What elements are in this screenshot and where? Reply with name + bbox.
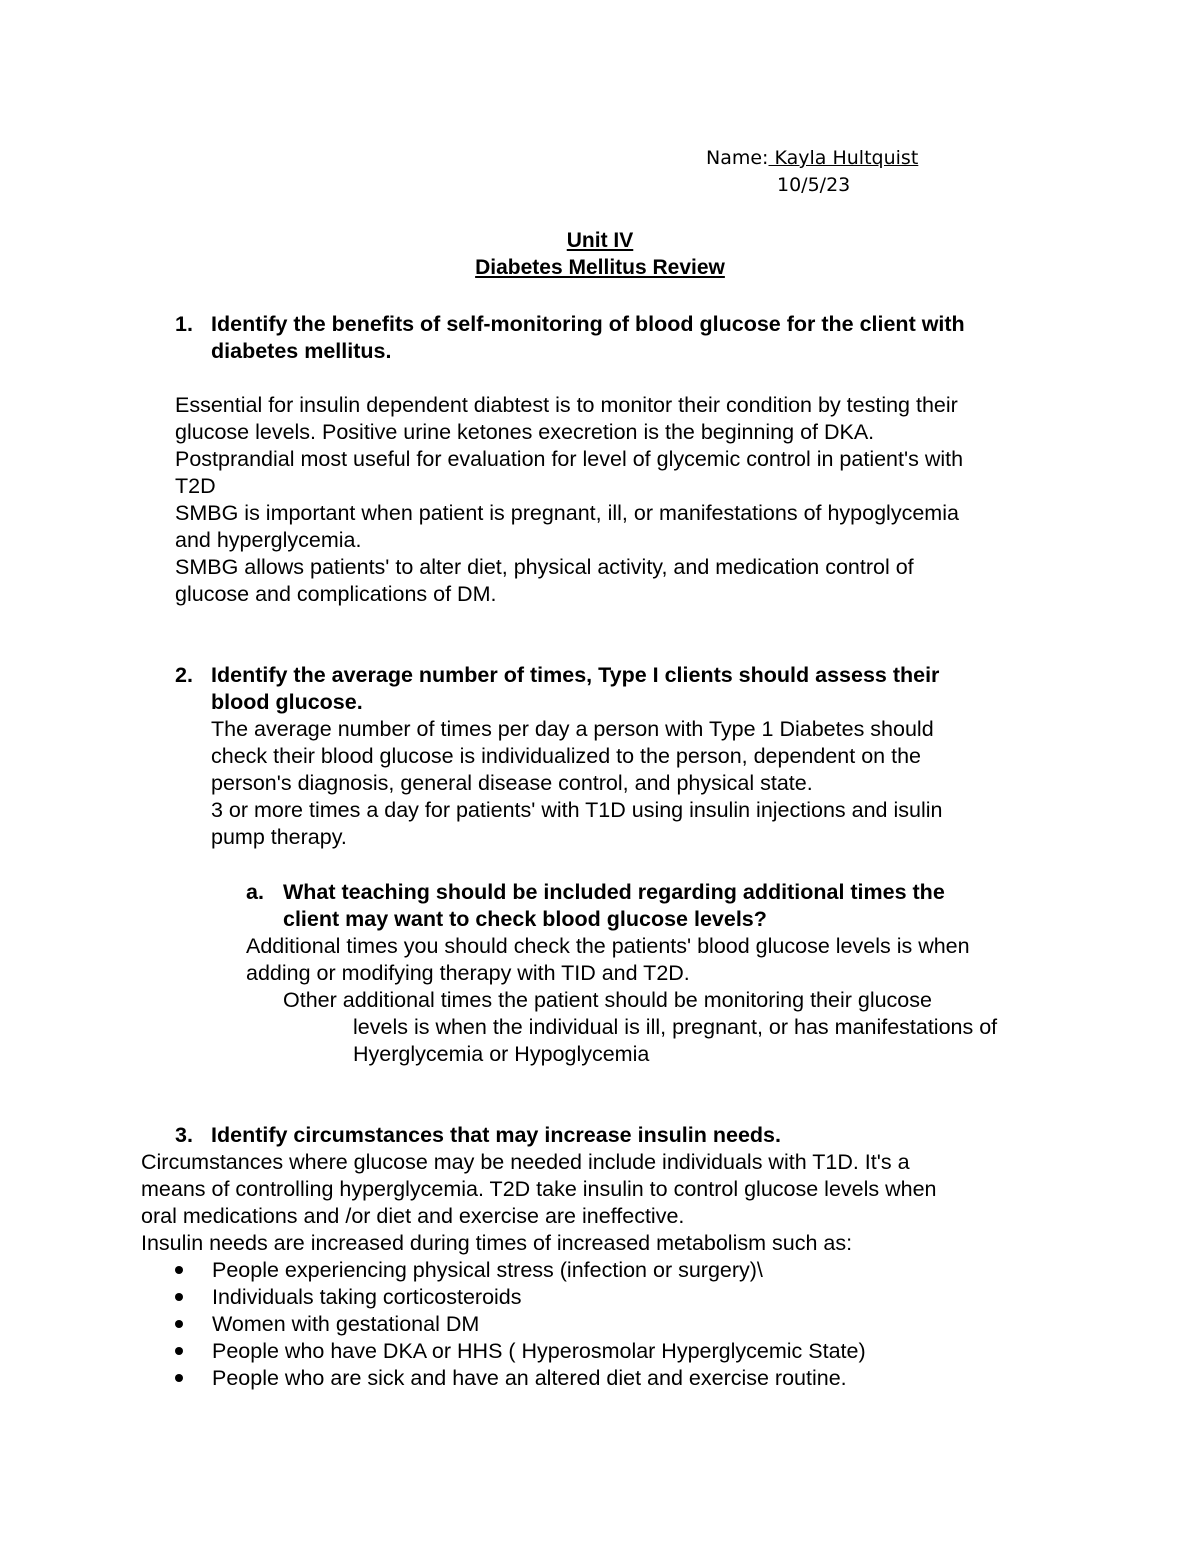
answer-line: check their blood glucose is individualized to the person, dependent on the [211,744,921,768]
list-item-text: Women with gestational DM [212,1312,480,1336]
unit-title: Unit IV [566,229,634,252]
answer-line: Other additional times the patient should be monitoring their glucose [283,988,932,1012]
answer-line: The average number of times per day a person with Type 1 Diabetes should [211,717,934,741]
sub-question-letter: a. [246,880,264,904]
answer-line: means of controlling hyperglycemia. T2D take insulin to control glucose levels when [141,1177,937,1201]
question-number: 3. [175,1123,193,1147]
answer-line: glucose and complications of DM. [175,582,497,606]
question-text: blood glucose. [211,690,363,714]
review-title: Diabetes Mellitus Review [475,256,725,279]
question-text: Identify circumstances that may increase insulin needs. [211,1123,781,1147]
answer-line: Circumstances where glucose may be needed include individuals with T1D. It's a [141,1150,910,1174]
sub-question-text: What teaching should be included regarding additional times the [283,880,945,904]
answer-line: SMBG allows patients' to alter diet, physical activity, and medication control of [175,555,914,579]
bullet-icon [175,1266,183,1274]
answer-line: person's diagnosis, general disease control, and physical state. [211,771,813,795]
list-item-text: People who are sick and have an altered diet and exercise routine. [212,1366,847,1390]
answer-line: levels is when the individual is ill, pregnant, or has manifestations of [353,1015,998,1039]
answer-line: Additional times you should check the patients' blood glucose levels is when [246,934,970,958]
answer-line: Postprandial most useful for evaluation for level of glycemic control in patient's with [175,447,964,471]
bullet-icon [175,1374,183,1382]
bullet-icon [175,1320,183,1328]
answer-line: pump therapy. [211,825,347,849]
answer-line: Essential for insulin dependent diabtest is to monitor their condition by testing their [175,393,958,417]
question-text: diabetes mellitus. [211,339,392,363]
student-name: Kayla Hultquist [768,147,919,169]
bullet-icon [175,1293,183,1301]
list-item-text: Individuals taking corticosteroids [212,1285,522,1309]
answer-line: adding or modifying therapy with TID and T2D. [246,961,690,985]
sub-question-text: client may want to check blood glucose levels? [283,907,767,931]
list-item-text: People who have DKA or HHS ( Hyperosmolar Hyperglycemic State) [212,1339,866,1363]
question-number: 1. [175,312,193,336]
answer-line: oral medications and /or diet and exercise are ineffective. [141,1204,685,1228]
question-number: 2. [175,663,193,687]
name-line [706,145,918,172]
name-label: Name: [706,147,769,169]
question-text: Identify the average number of times, Type I clients should assess their [211,663,940,687]
answer-line: and hyperglycemia. [175,528,362,552]
question-text: Identify the benefits of self-monitoring of blood glucose for the client with [211,312,965,336]
answer-line: Insulin needs are increased during times of increased metabolism such as: [141,1231,853,1255]
answer-line: Hyerglycemia or Hypoglycemia [353,1042,650,1066]
date: 10/5/23 [777,174,851,196]
answer-line: 3 or more times a day for patients' with T1D using insulin injections and isulin [211,798,943,822]
bullet-icon [175,1347,183,1355]
list-item-text: People experiencing physical stress (infection or surgery)\ [212,1258,763,1282]
answer-line: glucose levels. Positive urine ketones execretion is the beginning of DKA. [175,420,875,444]
answer-line: T2D [175,474,216,498]
answer-line: SMBG is important when patient is pregnant, ill, or manifestations of hypoglycemia [175,501,959,525]
